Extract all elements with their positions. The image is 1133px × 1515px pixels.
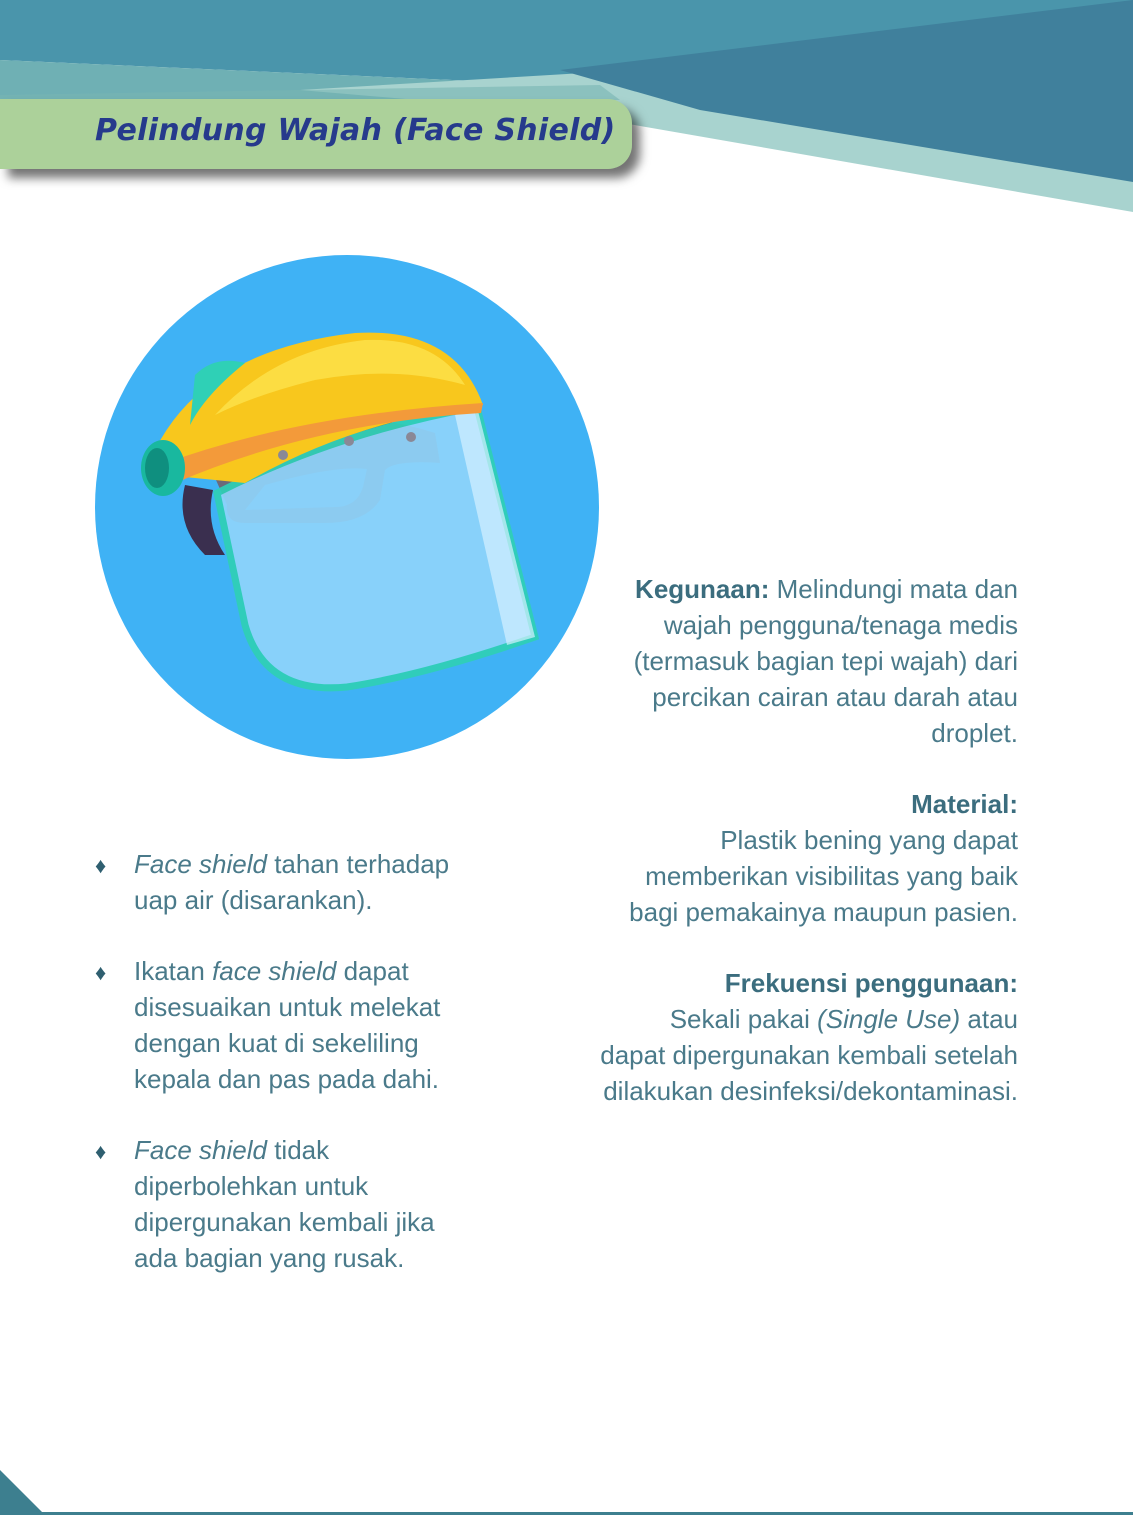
requirements-list [95, 846, 475, 1311]
face-shield-illustration [95, 255, 600, 760]
page-title: Pelindung Wajah (Face Shield) [95, 113, 616, 148]
corner-decoration [0, 1440, 60, 1515]
diamond-bullet-icon: ♦ [95, 1139, 107, 1164]
kegunaan-text: Melindungi mata dan wajah pengguna/tenaga medis (termasuk bagian tepi wajah) dari percikan cairan atau darah atau droplet. [633, 574, 1018, 748]
diamond-bullet-icon: ♦ [95, 853, 107, 878]
diamond-bullet-icon: ♦ [95, 960, 107, 985]
frekuensi-paragraph [600, 965, 1018, 1109]
list-item [95, 1132, 475, 1276]
bullet-3-italic: Face shield [134, 1135, 267, 1165]
frekuensi-text-c: atau dapat dipergunakan kembali setelah dilakukan desinfeksi/dekontaminasi. [600, 1004, 1018, 1106]
material-text: Plastik bening yang dapat memberikan visibilitas yang baik bagi pemakainya maupun pasien. [629, 825, 1018, 927]
bullet-1-italic: Face shield [134, 849, 267, 879]
list-item [95, 846, 475, 918]
frekuensi-text-italic: (Single Use) [817, 1004, 961, 1034]
bullet-2-text-a: Ikatan [134, 956, 213, 986]
list-item [95, 953, 475, 1097]
material-label: Material: [911, 789, 1018, 819]
bullet-2-text-b: dapat disesuaikan untuk melekat dengan kuat di sekeliling kepala dan pas pada dahi. [134, 956, 441, 1094]
bullet-3-text: tidak diperbolehkan untuk dipergunakan kembali jika ada bagian yang rusak. [134, 1135, 435, 1273]
info-column [600, 571, 1018, 1144]
bullet-2-italic: face shield [212, 956, 337, 986]
kegunaan-paragraph [600, 571, 1018, 751]
kegunaan-label: Kegunaan: [635, 574, 770, 604]
frekuensi-label: Frekuensi penggunaan: [724, 968, 1018, 998]
material-paragraph [600, 786, 1018, 930]
frekuensi-text-a: Sekali pakai [669, 1004, 818, 1034]
bullet-1-text: tahan terhadap uap air (disarankan). [134, 849, 450, 915]
